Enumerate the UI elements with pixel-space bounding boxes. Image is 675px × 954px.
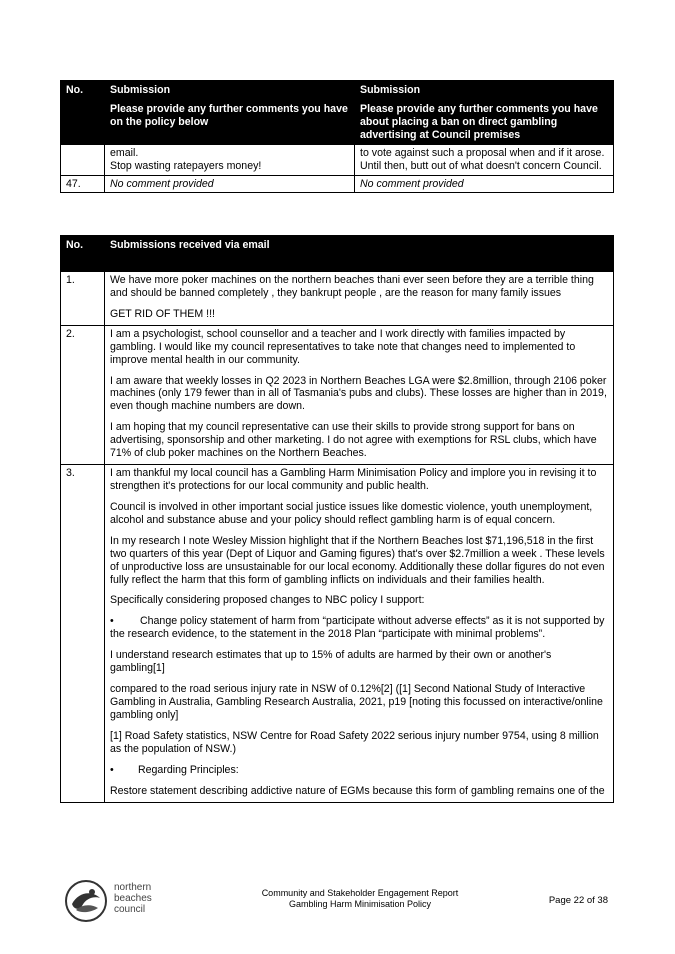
bullet-icon: • [110,615,114,628]
email-submissions-table [60,235,614,803]
submission-cell [105,272,614,326]
logo-line: northern [114,882,152,893]
header-title: Submission [360,84,421,96]
bullet-text: Regarding Principles: [138,763,239,776]
submission-cell [105,465,614,802]
page-footer [60,878,614,928]
bullet-text: Change policy statement of harm from “participate without adverse effects” as it is not supported by the research evidence, to the statement in the 2018 Plan “participate with minimal problems”. [110,615,605,641]
row-number [61,144,105,175]
logo-line: council [114,904,146,915]
header-policy-comments [105,81,355,145]
bullet-paragraph [110,764,608,777]
footer-report-name: Community and Stakeholder Engagement Report [261,888,459,898]
submission-paragraph: GET RID OF THEM !!! [110,307,215,320]
table-row [61,465,614,802]
row-number: 3. [61,465,105,802]
submission-paragraph: compared to the road serious injury rate in NSW of 0.12%[2] ([1] Second National Study of Interactive Gambling in Australia, Gambling Research Australia, 2021, p19 [noting this focussed on interactive/online gambling only] [110,683,603,721]
submission-paragraph: In my research I note Wesley Mission highlight that if the Northern Beaches lost $71,196,518 in the first two quarters of this year (Dept of Liquor and Gaming figures) that's over $2.7million a week . These levels of unproductive loss are unsustainable for our local economy. Additionally these dollar figures do not even fully reflect the harm that this form of gambling inflicts on individuals and their families health. [110,534,605,586]
table-row [61,144,614,175]
table-row [61,175,614,193]
logo-text [114,882,152,915]
header-subtitle: Please provide any further comments you have about placing a ban on direct gambling advertising at Council premises [360,102,598,141]
logo-line: beaches [114,893,152,904]
ban-comment-cell: to vote against such a proposal when and if it arose. Until then, butt out of what doesn't concern Council. [355,144,614,175]
page-number: Page 22 of 38 [548,895,608,906]
submission-paragraph: We have more poker machines on the northern beaches thani ever seen before they are a terrible thing and should be banned completely , they bankrupt people , are the reason for many family issues [110,274,594,299]
header-ban-comments [355,81,614,145]
submission-paragraph: I am thankful my local council has a Gambling Harm Minimisation Policy and implore you in revising it to strengthen it's protections for our local community and public health. [110,467,597,492]
footer-policy-name: Gambling Harm Minimisation Policy [288,899,432,910]
submission-paragraph: I am hoping that my council representative can use their skills to provide strong support for bans on advertising, sponsorship and other marketing. I do not agree with exemptions for RSL clubs, which have 71% of club poker machines on the Northern Beaches. [110,421,597,460]
council-logo [62,878,202,928]
row-number: 47. [61,175,105,193]
policy-comment-cell: No comment provided [105,175,355,193]
submission-paragraph: Specifically considering proposed changes to NBC policy I support: [110,594,425,607]
submission-paragraph: [1] Road Safety statistics, NSW Centre for Road Safety 2022 serious injury number 9754, using 8 million as the population of NSW.) [110,729,599,755]
submission-paragraph: I am aware that weekly losses in Q2 2023 in Northern Beaches LGA were $2.8million, through 2106 poker machines (only 179 fewer than in all of Tasmania's pubs and clubs). These losses are higher than in 2019, even though machine numbers are down. [110,374,607,413]
submissions-table-continued [60,80,614,193]
submission-paragraph: I understand research estimates that up to 15% of adults are harmed by their own or another's gambling[1] [110,649,552,675]
bullet-icon: • [110,763,114,776]
bullet-paragraph [110,615,608,641]
table-row [61,272,614,326]
ban-comment-cell: No comment provided [355,175,614,193]
council-emblem-icon [62,878,110,924]
comment-line: email. [110,146,139,159]
header-no: No. [61,236,105,272]
header-subtitle: Please provide any further comments you have on the policy below [110,102,348,128]
comment-line: Stop wasting ratepayers money! [110,159,262,172]
submission-cell [105,325,614,464]
table-row [61,325,614,464]
header-no: No. [61,81,105,145]
row-number: 1. [61,272,105,326]
footer-title [250,888,470,911]
submission-paragraph: Restore statement describing addictive nature of EGMs because this form of gambling remains one of the [110,784,605,797]
header-title: Submission [110,84,171,96]
submission-paragraph: I am a psychologist, school counsellor and a teacher and I work directly with families impacted by gambling. I would like my council representatives to take note that changes need to implemented to improve mental health in our community. [110,327,576,366]
submission-paragraph: Council is involved in other important social justice issues like domestic violence, youth unemployment, alcohol and substance abuse and your policy should reflect gambling harm is of equal concern. [110,500,593,526]
row-number: 2. [61,325,105,464]
policy-comment-cell [105,144,355,175]
header-email-submissions: Submissions received via email [105,236,614,272]
